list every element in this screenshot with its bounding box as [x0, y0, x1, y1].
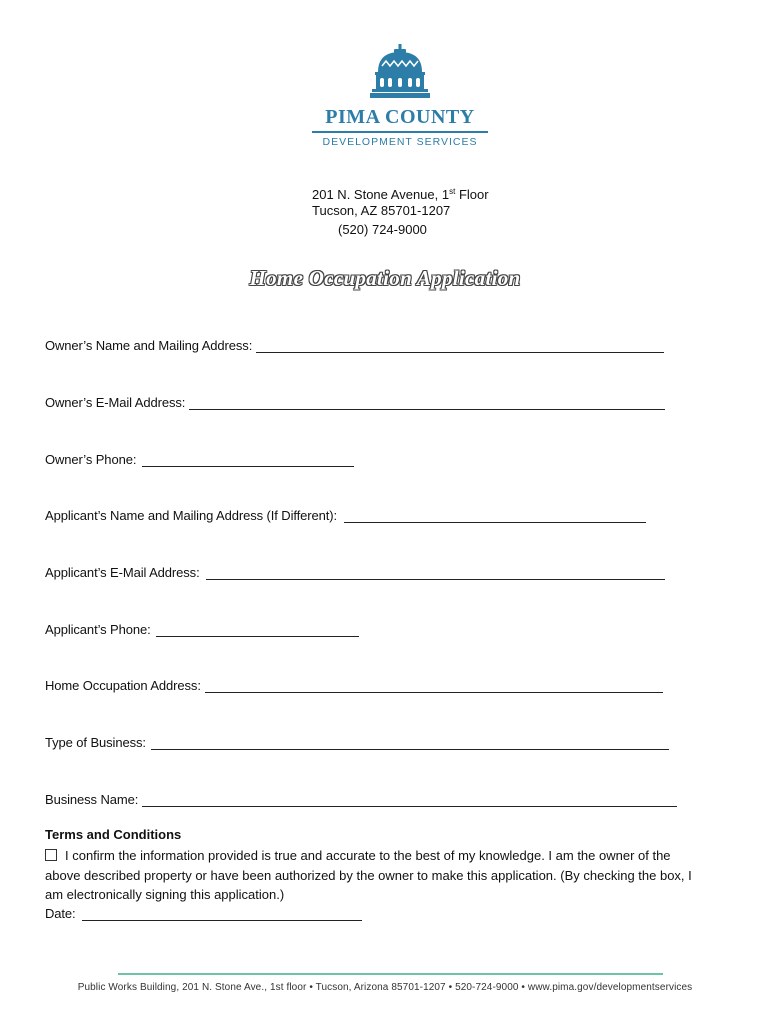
address-phone: (520) 724-9000 — [338, 222, 427, 237]
terms-statement: I confirm the information provided is true and accurate to the best of my knowledge. I am the owner of the above described property or have been authorized by the owner to make this application. (By checking the box, I am electronically signing this application.) — [45, 848, 692, 902]
owner-name-address-input[interactable] — [256, 339, 664, 353]
owner-email-field — [45, 392, 665, 410]
footer-divider — [118, 973, 663, 975]
address-city: Tucson, AZ 85701-1207 — [312, 203, 451, 218]
date-input[interactable] — [82, 907, 362, 921]
capitol-dome-icon — [370, 44, 430, 104]
field-label: Applicant’s Phone: — [45, 622, 151, 637]
owner-email-input[interactable] — [189, 396, 665, 410]
home-occupation-address-input[interactable] — [205, 679, 663, 693]
address-street: 201 N. Stone Avenue, 1st Floor — [312, 187, 489, 202]
logo-name: PIMA COUNTY — [325, 106, 475, 128]
owner-phone-field — [45, 449, 354, 467]
pima-county-logo — [310, 44, 490, 154]
page-title: Home Occupation Application — [249, 266, 521, 290]
logo-subtitle: DEVELOPMENT SERVICES — [322, 136, 478, 148]
applicant-phone-field — [45, 619, 359, 637]
footer-contact: Public Works Building, 201 N. Stone Ave., 1st floor • Tucson, Arizona 85701-1207 • 520-724-9000 • www.pima.gov/developmentservices — [77, 982, 693, 993]
owner-name-address-field — [45, 335, 664, 353]
applicant-email-field — [45, 562, 665, 580]
terms-checkbox[interactable] — [45, 849, 57, 861]
terms-text-block — [45, 846, 695, 905]
business-name-input[interactable] — [142, 793, 677, 807]
applicant-email-input[interactable] — [206, 566, 665, 580]
field-label: Applicant’s E-Mail Address: — [45, 565, 200, 580]
type-of-business-input[interactable] — [151, 736, 669, 750]
home-occupation-address-field — [45, 675, 663, 693]
applicant-name-address-input[interactable] — [344, 509, 646, 523]
field-label: Business Name: — [45, 792, 139, 807]
type-of-business-field — [45, 732, 669, 750]
terms-heading: Terms and Conditions — [45, 827, 182, 842]
field-label: Owner’s Name and Mailing Address: — [45, 338, 253, 353]
logo-divider — [312, 131, 488, 133]
field-label: Applicant’s Name and Mailing Address (If Different): — [45, 508, 338, 523]
field-label: Owner’s E-Mail Address: — [45, 395, 186, 410]
applicant-phone-input[interactable] — [156, 623, 359, 637]
applicant-name-address-field — [45, 505, 646, 523]
field-label: Home Occupation Address: — [45, 678, 201, 693]
business-name-field — [45, 789, 677, 807]
owner-phone-input[interactable] — [142, 453, 354, 467]
date-label: Date: — [45, 906, 76, 921]
field-label: Type of Business: — [45, 735, 146, 750]
field-label: Owner’s Phone: — [45, 452, 137, 467]
date-field — [45, 903, 362, 921]
